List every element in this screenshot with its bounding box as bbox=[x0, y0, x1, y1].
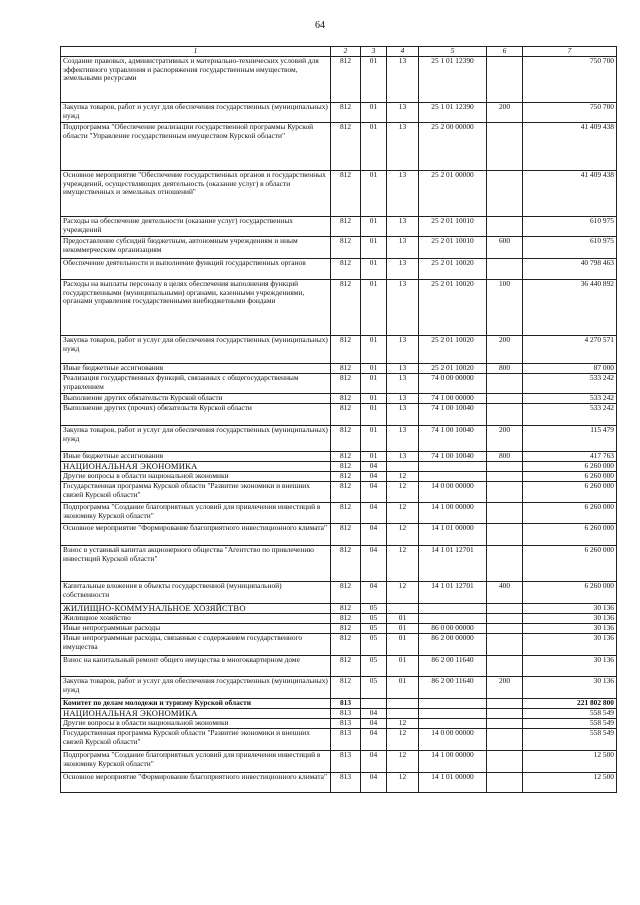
table-row bbox=[61, 171, 617, 217]
row-amount-cell: 750 700 bbox=[523, 103, 617, 123]
row-expense-type-cell bbox=[487, 374, 523, 394]
row-expense-type-cell: 800 bbox=[487, 364, 523, 374]
row-amount-cell: 12 500 bbox=[523, 773, 617, 793]
row-name-cell: Создание правовых, административных и материально-технических условий для эффективного управления и распоряжения государственным имуществом, земельными ресурсами bbox=[61, 57, 331, 103]
row-subsection-cell: 12 bbox=[387, 773, 419, 793]
row-target-article-cell: 25 2 01 10020 bbox=[419, 364, 487, 374]
row-section-cell: 01 bbox=[361, 237, 387, 259]
row-admin-code-cell: 813 bbox=[331, 729, 361, 751]
row-admin-code-cell: 812 bbox=[331, 452, 361, 462]
row-amount-cell: 533 242 bbox=[523, 374, 617, 394]
row-admin-code-cell: 812 bbox=[331, 582, 361, 604]
table-row bbox=[61, 482, 617, 503]
row-section-cell: 04 bbox=[361, 709, 387, 719]
row-section-cell: 05 bbox=[361, 677, 387, 699]
row-name-cell: Государственная программа Курской области "Развитие экономики и внешних связей Курской области" bbox=[61, 482, 331, 503]
row-target-article-cell: 14 1 00 00000 bbox=[419, 503, 487, 524]
row-name-cell: НАЦИОНАЛЬНАЯ ЭКОНОМИКА bbox=[61, 709, 331, 719]
row-expense-type-cell bbox=[487, 171, 523, 217]
row-expense-type-cell bbox=[487, 123, 523, 171]
row-amount-cell: 30 136 bbox=[523, 634, 617, 656]
table-row bbox=[61, 729, 617, 751]
row-amount-cell: 6 260 000 bbox=[523, 524, 617, 546]
row-subsection-cell: 13 bbox=[387, 336, 419, 364]
row-admin-code-cell: 812 bbox=[331, 259, 361, 280]
row-expense-type-cell: 200 bbox=[487, 677, 523, 699]
table-row bbox=[61, 677, 617, 699]
header-col-3: 3 bbox=[361, 47, 387, 57]
row-name-cell: Обеспечение деятельности и выполнение функций государственных органов bbox=[61, 259, 331, 280]
row-expense-type-cell bbox=[487, 259, 523, 280]
row-expense-type-cell bbox=[487, 719, 523, 729]
row-amount-cell: 750 700 bbox=[523, 57, 617, 103]
row-amount-cell: 4 270 571 bbox=[523, 336, 617, 364]
row-target-article-cell: 74 1 00 00000 bbox=[419, 394, 487, 404]
row-section-cell bbox=[361, 699, 387, 709]
row-amount-cell: 558 549 bbox=[523, 709, 617, 719]
row-amount-cell: 36 440 892 bbox=[523, 280, 617, 336]
row-section-cell: 04 bbox=[361, 482, 387, 503]
row-expense-type-cell bbox=[487, 614, 523, 624]
row-subsection-cell: 12 bbox=[387, 546, 419, 582]
row-amount-cell: 533 242 bbox=[523, 394, 617, 404]
row-expense-type-cell: 200 bbox=[487, 103, 523, 123]
row-amount-cell: 87 000 bbox=[523, 364, 617, 374]
row-expense-type-cell bbox=[487, 394, 523, 404]
row-name-cell: НАЦИОНАЛЬНАЯ ЭКОНОМИКА bbox=[61, 462, 331, 472]
row-name-cell: Основное мероприятие "Обеспечение государственных органов и государственных учреждений, осуществляющих деятельность (оказание услуг) в области имущественных и земельных отношений" bbox=[61, 171, 331, 217]
row-amount-cell: 533 242 bbox=[523, 404, 617, 426]
row-name-cell: Жилищное хозяйство bbox=[61, 614, 331, 624]
row-name-cell: Подпрограмма "Обеспечение реализации государственной программы Курской области "Управление государственным имуществом Курской области" bbox=[61, 123, 331, 171]
row-admin-code-cell: 812 bbox=[331, 217, 361, 237]
row-section-cell: 01 bbox=[361, 394, 387, 404]
row-name-cell: Иные бюджетные ассигнования bbox=[61, 364, 331, 374]
row-admin-code-cell: 812 bbox=[331, 482, 361, 503]
row-section-cell: 04 bbox=[361, 503, 387, 524]
row-expense-type-cell bbox=[487, 709, 523, 719]
row-subsection-cell: 01 bbox=[387, 634, 419, 656]
table-row bbox=[61, 524, 617, 546]
row-target-article-cell: 14 0 00 00000 bbox=[419, 482, 487, 503]
row-section-cell: 05 bbox=[361, 624, 387, 634]
row-subsection-cell: 13 bbox=[387, 404, 419, 426]
row-expense-type-cell: 200 bbox=[487, 336, 523, 364]
row-expense-type-cell: 200 bbox=[487, 426, 523, 452]
table-row bbox=[61, 462, 617, 472]
row-target-article-cell: 86 2 00 00000 bbox=[419, 634, 487, 656]
row-amount-cell: 30 136 bbox=[523, 677, 617, 699]
budget-table bbox=[60, 46, 617, 793]
row-target-article-cell: 74 0 00 00000 bbox=[419, 374, 487, 394]
row-expense-type-cell bbox=[487, 604, 523, 614]
row-name-cell: Закупка товаров, работ и услуг для обеспечения государственных (муниципальных) нужд bbox=[61, 677, 331, 699]
row-subsection-cell: 12 bbox=[387, 751, 419, 773]
row-subsection-cell: 13 bbox=[387, 123, 419, 171]
table-row bbox=[61, 699, 617, 709]
row-section-cell: 04 bbox=[361, 751, 387, 773]
table-header-row bbox=[61, 47, 617, 57]
row-target-article-cell: 86 2 00 11640 bbox=[419, 677, 487, 699]
row-section-cell: 05 bbox=[361, 604, 387, 614]
row-expense-type-cell bbox=[487, 751, 523, 773]
row-name-cell: Выполнение других (прочих) обязательств Курской области bbox=[61, 404, 331, 426]
row-name-cell: Закупка товаров, работ и услуг для обеспечения государственных (муниципальных) нужд bbox=[61, 103, 331, 123]
row-admin-code-cell: 812 bbox=[331, 237, 361, 259]
table-row bbox=[61, 751, 617, 773]
row-target-article-cell: 14 1 01 12701 bbox=[419, 582, 487, 604]
row-section-cell: 01 bbox=[361, 452, 387, 462]
table-row bbox=[61, 336, 617, 364]
row-target-article-cell: 25 2 01 10020 bbox=[419, 336, 487, 364]
row-admin-code-cell: 812 bbox=[331, 462, 361, 472]
row-name-cell: Выполнение других обязательств Курской области bbox=[61, 394, 331, 404]
row-subsection-cell: 12 bbox=[387, 503, 419, 524]
row-name-cell: ЖИЛИЩНО-КОММУНАЛЬНОЕ ХОЗЯЙСТВО bbox=[61, 604, 331, 614]
row-amount-cell: 610 975 bbox=[523, 237, 617, 259]
row-expense-type-cell bbox=[487, 656, 523, 677]
row-amount-cell: 6 260 000 bbox=[523, 546, 617, 582]
row-expense-type-cell bbox=[487, 624, 523, 634]
row-section-cell: 01 bbox=[361, 336, 387, 364]
row-subsection-cell: 12 bbox=[387, 729, 419, 751]
row-target-article-cell bbox=[419, 604, 487, 614]
row-expense-type-cell bbox=[487, 699, 523, 709]
row-expense-type-cell: 100 bbox=[487, 280, 523, 336]
table-row bbox=[61, 404, 617, 426]
row-target-article-cell: 25 2 01 10020 bbox=[419, 259, 487, 280]
row-section-cell: 01 bbox=[361, 259, 387, 280]
row-admin-code-cell: 813 bbox=[331, 719, 361, 729]
row-expense-type-cell bbox=[487, 217, 523, 237]
table-row bbox=[61, 452, 617, 462]
row-admin-code-cell: 812 bbox=[331, 374, 361, 394]
row-admin-code-cell: 812 bbox=[331, 103, 361, 123]
row-admin-code-cell: 812 bbox=[331, 624, 361, 634]
row-section-cell: 04 bbox=[361, 582, 387, 604]
row-subsection-cell: 12 bbox=[387, 472, 419, 482]
row-subsection-cell bbox=[387, 604, 419, 614]
row-section-cell: 05 bbox=[361, 634, 387, 656]
row-admin-code-cell: 812 bbox=[331, 614, 361, 624]
row-amount-cell: 30 136 bbox=[523, 656, 617, 677]
row-name-cell: Расходы на выплаты персоналу в целях обеспечения выполнения функций государственными (муниципальными) органами, казенными учреждениями, органами управления государственными внебюджетными фондами bbox=[61, 280, 331, 336]
row-amount-cell: 221 802 800 bbox=[523, 699, 617, 709]
row-section-cell: 01 bbox=[361, 171, 387, 217]
row-section-cell: 01 bbox=[361, 123, 387, 171]
row-section-cell: 04 bbox=[361, 729, 387, 751]
row-subsection-cell: 12 bbox=[387, 582, 419, 604]
row-subsection-cell: 12 bbox=[387, 719, 419, 729]
row-target-article-cell: 25 2 01 10020 bbox=[419, 280, 487, 336]
row-name-cell: Подпрограмма "Создание благоприятных условий для привлечения инвестиций в экономику Курской области" bbox=[61, 503, 331, 524]
row-target-article-cell: 74 1 00 10040 bbox=[419, 404, 487, 426]
table-row bbox=[61, 656, 617, 677]
row-section-cell: 01 bbox=[361, 374, 387, 394]
row-section-cell: 01 bbox=[361, 217, 387, 237]
row-name-cell: Расходы на обеспечение деятельности (оказание услуг) государственных учреждений bbox=[61, 217, 331, 237]
row-admin-code-cell: 812 bbox=[331, 634, 361, 656]
row-name-cell: Взнос на капитальный ремонт общего имущества в многоквартирном доме bbox=[61, 656, 331, 677]
row-target-article-cell bbox=[419, 462, 487, 472]
row-expense-type-cell: 400 bbox=[487, 582, 523, 604]
row-admin-code-cell: 812 bbox=[331, 656, 361, 677]
row-expense-type-cell bbox=[487, 472, 523, 482]
table-row bbox=[61, 394, 617, 404]
row-name-cell: Комитет по делам молодежи и туризму Курской области bbox=[61, 699, 331, 709]
row-target-article-cell: 74 1 00 10040 bbox=[419, 452, 487, 462]
row-expense-type-cell bbox=[487, 57, 523, 103]
row-target-article-cell bbox=[419, 472, 487, 482]
row-subsection-cell: 13 bbox=[387, 394, 419, 404]
table-row bbox=[61, 364, 617, 374]
table-row bbox=[61, 374, 617, 394]
row-section-cell: 01 bbox=[361, 280, 387, 336]
row-subsection-cell: 13 bbox=[387, 364, 419, 374]
row-section-cell: 01 bbox=[361, 404, 387, 426]
row-section-cell: 04 bbox=[361, 462, 387, 472]
row-target-article-cell: 14 1 01 00000 bbox=[419, 773, 487, 793]
page-number: 64 bbox=[315, 20, 325, 31]
row-admin-code-cell: 812 bbox=[331, 503, 361, 524]
table-row bbox=[61, 614, 617, 624]
row-amount-cell: 12 500 bbox=[523, 751, 617, 773]
header-col-6: 6 bbox=[487, 47, 523, 57]
header-col-5: 5 bbox=[419, 47, 487, 57]
row-target-article-cell bbox=[419, 709, 487, 719]
row-section-cell: 01 bbox=[361, 57, 387, 103]
row-admin-code-cell: 812 bbox=[331, 171, 361, 217]
row-name-cell: Другие вопросы в области национальной экономики bbox=[61, 719, 331, 729]
row-subsection-cell: 01 bbox=[387, 656, 419, 677]
row-admin-code-cell: 812 bbox=[331, 472, 361, 482]
row-name-cell: Другие вопросы в области национальной экономики bbox=[61, 472, 331, 482]
row-target-article-cell: 25 2 01 10010 bbox=[419, 237, 487, 259]
row-expense-type-cell bbox=[487, 503, 523, 524]
row-name-cell: Основное мероприятие "Формирование благоприятного инвестиционного климата" bbox=[61, 773, 331, 793]
header-col-1: 1 bbox=[61, 47, 331, 57]
row-admin-code-cell: 812 bbox=[331, 524, 361, 546]
row-name-cell: Закупка товаров, работ и услуг для обеспечения государственных (муниципальных) нужд bbox=[61, 336, 331, 364]
row-subsection-cell: 13 bbox=[387, 237, 419, 259]
row-subsection-cell: 13 bbox=[387, 280, 419, 336]
row-expense-type-cell bbox=[487, 546, 523, 582]
row-subsection-cell: 13 bbox=[387, 217, 419, 237]
header-col-4: 4 bbox=[387, 47, 419, 57]
row-subsection-cell: 01 bbox=[387, 624, 419, 634]
row-section-cell: 04 bbox=[361, 524, 387, 546]
row-target-article-cell bbox=[419, 719, 487, 729]
table-row bbox=[61, 503, 617, 524]
row-section-cell: 04 bbox=[361, 546, 387, 582]
row-target-article-cell bbox=[419, 614, 487, 624]
row-amount-cell: 30 136 bbox=[523, 614, 617, 624]
row-section-cell: 01 bbox=[361, 426, 387, 452]
row-admin-code-cell: 812 bbox=[331, 677, 361, 699]
table-row bbox=[61, 582, 617, 604]
row-amount-cell: 610 975 bbox=[523, 217, 617, 237]
row-amount-cell: 558 549 bbox=[523, 729, 617, 751]
row-admin-code-cell: 813 bbox=[331, 751, 361, 773]
row-target-article-cell: 86 2 00 11640 bbox=[419, 656, 487, 677]
row-target-article-cell: 86 0 00 00000 bbox=[419, 624, 487, 634]
row-name-cell: Основное мероприятие "Формирование благоприятного инвестиционного климата" bbox=[61, 524, 331, 546]
row-expense-type-cell bbox=[487, 524, 523, 546]
row-target-article-cell: 25 2 01 00000 bbox=[419, 171, 487, 217]
header-col-2: 2 bbox=[331, 47, 361, 57]
row-subsection-cell: 12 bbox=[387, 524, 419, 546]
row-admin-code-cell: 813 bbox=[331, 773, 361, 793]
row-admin-code-cell: 812 bbox=[331, 394, 361, 404]
row-section-cell: 04 bbox=[361, 719, 387, 729]
row-section-cell: 04 bbox=[361, 773, 387, 793]
table-row bbox=[61, 426, 617, 452]
row-admin-code-cell: 812 bbox=[331, 604, 361, 614]
row-target-article-cell: 25 1 01 12390 bbox=[419, 57, 487, 103]
table-row bbox=[61, 259, 617, 280]
table-row bbox=[61, 634, 617, 656]
header-col-7: 7 bbox=[523, 47, 617, 57]
row-name-cell: Взнос в уставный капитал акционерного общества "Агентство по привлечению инвестиций Курской области" bbox=[61, 546, 331, 582]
row-target-article-cell: 25 2 01 10010 bbox=[419, 217, 487, 237]
row-target-article-cell: 14 1 01 00000 bbox=[419, 524, 487, 546]
table-row bbox=[61, 546, 617, 582]
row-target-article-cell: 14 1 00 00000 bbox=[419, 751, 487, 773]
row-subsection-cell: 01 bbox=[387, 677, 419, 699]
row-amount-cell: 6 260 000 bbox=[523, 462, 617, 472]
table-row bbox=[61, 472, 617, 482]
row-admin-code-cell: 812 bbox=[331, 546, 361, 582]
row-name-cell: Иные непрограммные расходы, связанные с содержанием государственного имущества bbox=[61, 634, 331, 656]
row-admin-code-cell: 812 bbox=[331, 426, 361, 452]
row-target-article-cell: 14 1 01 12701 bbox=[419, 546, 487, 582]
row-expense-type-cell bbox=[487, 482, 523, 503]
row-section-cell: 05 bbox=[361, 656, 387, 677]
row-expense-type-cell: 800 bbox=[487, 452, 523, 462]
row-subsection-cell: 13 bbox=[387, 374, 419, 394]
row-admin-code-cell: 812 bbox=[331, 123, 361, 171]
row-expense-type-cell bbox=[487, 634, 523, 656]
table-row bbox=[61, 719, 617, 729]
row-expense-type-cell bbox=[487, 462, 523, 472]
table-row bbox=[61, 217, 617, 237]
row-subsection-cell bbox=[387, 699, 419, 709]
row-subsection-cell: 13 bbox=[387, 426, 419, 452]
table-row bbox=[61, 709, 617, 719]
row-subsection-cell: 12 bbox=[387, 482, 419, 503]
row-amount-cell: 30 136 bbox=[523, 624, 617, 634]
row-subsection-cell: 13 bbox=[387, 103, 419, 123]
row-name-cell: Предоставление субсидий бюджетным, автономным учреждениям и иным некоммерческим организациям bbox=[61, 237, 331, 259]
table-row bbox=[61, 604, 617, 614]
row-target-article-cell: 25 2 00 00000 bbox=[419, 123, 487, 171]
row-amount-cell: 6 260 000 bbox=[523, 472, 617, 482]
table-row bbox=[61, 773, 617, 793]
row-admin-code-cell: 813 bbox=[331, 699, 361, 709]
table-row bbox=[61, 123, 617, 171]
row-expense-type-cell: 600 bbox=[487, 237, 523, 259]
row-amount-cell: 41 409 438 bbox=[523, 171, 617, 217]
row-subsection-cell: 13 bbox=[387, 57, 419, 103]
row-amount-cell: 115 479 bbox=[523, 426, 617, 452]
row-subsection-cell: 01 bbox=[387, 614, 419, 624]
row-admin-code-cell: 812 bbox=[331, 336, 361, 364]
table-row bbox=[61, 237, 617, 259]
row-name-cell: Иные непрограммные расходы bbox=[61, 624, 331, 634]
row-name-cell: Реализация государственных функций, связанных с общегосударственным управлением bbox=[61, 374, 331, 394]
row-admin-code-cell: 812 bbox=[331, 364, 361, 374]
row-target-article-cell: 74 1 00 10040 bbox=[419, 426, 487, 452]
row-admin-code-cell: 812 bbox=[331, 280, 361, 336]
table-row bbox=[61, 103, 617, 123]
row-subsection-cell: 13 bbox=[387, 171, 419, 217]
row-expense-type-cell bbox=[487, 729, 523, 751]
row-admin-code-cell: 813 bbox=[331, 709, 361, 719]
row-amount-cell: 41 409 438 bbox=[523, 123, 617, 171]
table-row bbox=[61, 624, 617, 634]
table-row bbox=[61, 280, 617, 336]
row-name-cell: Государственная программа Курской области "Развитие экономики и внешних связей Курской области" bbox=[61, 729, 331, 751]
row-amount-cell: 558 549 bbox=[523, 719, 617, 729]
row-section-cell: 01 bbox=[361, 364, 387, 374]
table-body bbox=[61, 57, 617, 793]
row-admin-code-cell: 812 bbox=[331, 404, 361, 426]
row-name-cell: Подпрограмма "Создание благоприятных условий для привлечения инвестиций в экономику Курской области" bbox=[61, 751, 331, 773]
row-section-cell: 04 bbox=[361, 472, 387, 482]
table-row bbox=[61, 57, 617, 103]
row-expense-type-cell bbox=[487, 773, 523, 793]
row-target-article-cell: 14 0 00 00000 bbox=[419, 729, 487, 751]
row-expense-type-cell bbox=[487, 404, 523, 426]
row-section-cell: 05 bbox=[361, 614, 387, 624]
row-subsection-cell: 13 bbox=[387, 452, 419, 462]
row-amount-cell: 6 260 000 bbox=[523, 503, 617, 524]
row-subsection-cell bbox=[387, 709, 419, 719]
row-subsection-cell bbox=[387, 462, 419, 472]
row-amount-cell: 6 260 000 bbox=[523, 582, 617, 604]
row-admin-code-cell: 812 bbox=[331, 57, 361, 103]
row-target-article-cell bbox=[419, 699, 487, 709]
row-name-cell: Закупка товаров, работ и услуг для обеспечения государственных (муниципальных) нужд bbox=[61, 426, 331, 452]
row-subsection-cell: 13 bbox=[387, 259, 419, 280]
row-name-cell: Капитальные вложения в объекты государственной (муниципальной) собственности bbox=[61, 582, 331, 604]
row-amount-cell: 6 260 000 bbox=[523, 482, 617, 503]
row-amount-cell: 417 763 bbox=[523, 452, 617, 462]
row-amount-cell: 40 798 463 bbox=[523, 259, 617, 280]
row-section-cell: 01 bbox=[361, 103, 387, 123]
row-target-article-cell: 25 1 01 12390 bbox=[419, 103, 487, 123]
row-amount-cell: 30 136 bbox=[523, 604, 617, 614]
row-name-cell: Иные бюджетные ассигнования bbox=[61, 452, 331, 462]
